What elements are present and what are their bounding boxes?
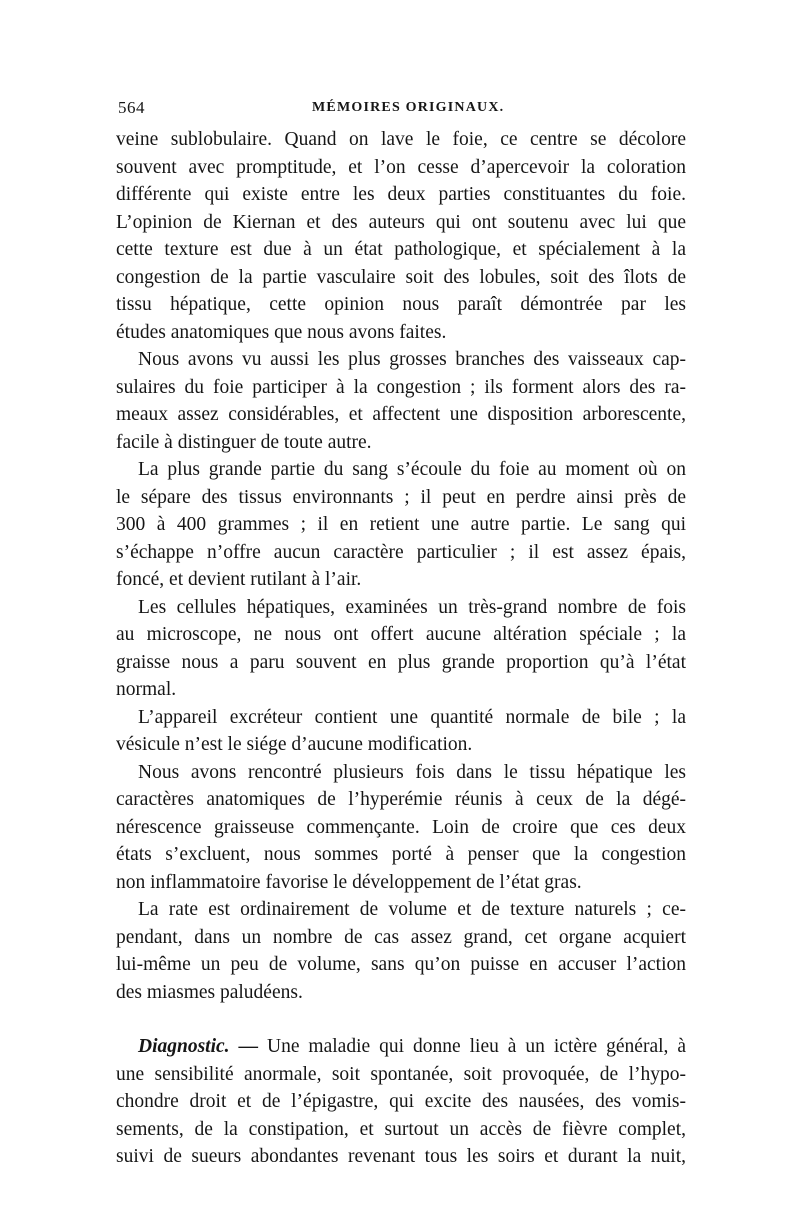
text-line: lui-même un peu de volume, sans qu’on puisse en accuser l’action [116, 954, 686, 975]
text-line: La plus grande partie du sang s’écoule du foie au moment où on [138, 459, 686, 480]
paragraph-excretory-apparatus [116, 704, 686, 759]
text-line: normal. [116, 679, 177, 700]
text-line: Nous avons vu aussi les plus grosses branches des vaisseaux cap- [138, 349, 686, 370]
paragraph-blood [116, 456, 686, 594]
running-title: MÉMOIRES ORIGINAUX. [312, 100, 505, 115]
paragraph-hepatic-texture [116, 126, 686, 346]
text-fragment: Une maladie qui donne lieu à un ictère général, à [266, 1036, 687, 1057]
running-head [118, 98, 684, 122]
text-line: s’échappe n’offre aucun caractère particulier ; il est assez épais, [116, 541, 686, 563]
page-number: 564 [118, 98, 145, 117]
paragraph-hyperemia [116, 759, 686, 897]
paragraph-spleen [116, 896, 686, 1006]
text-line [116, 1033, 686, 1061]
text-line: veine sublobulaire. Quand on lave le foie, ce centre se décolore [116, 129, 686, 150]
body-text [116, 126, 686, 1171]
text-line: cette texture est due à un état pathologique, et spécialement à la [116, 239, 686, 260]
text-line: sements, de la constipation, et surtout un accès de fièvre complet, [116, 1118, 686, 1140]
text-line: une sensibilité anormale, soit spontanée, soit provoquée, de l’hypo- [116, 1063, 686, 1085]
text-line: au microscope, ne nous ont offert aucune altération spéciale ; la [116, 624, 686, 645]
section-spacer [116, 1006, 686, 1033]
text-line: foncé, et devient rutilant à l’air. [116, 569, 362, 590]
text-line: suivi de sueurs abondantes revenant tous les soirs et durant la nuit, [116, 1146, 686, 1167]
text-line: souvent avec promptitude, et l’on cesse d’apercevoir la coloration [116, 156, 686, 178]
text-line: tissu hépatique, cette opinion nous paraît démontrée par les [116, 294, 686, 315]
text-line: L’opinion de Kiernan et des auteurs qui ont soutenu avec lui que [116, 211, 686, 233]
text-line: vésicule n’est le siége d’aucune modification. [116, 734, 473, 755]
text-line: des miasmes paludéens. [116, 981, 303, 1003]
text-line: caractères anatomiques de l’hyperémie réunis à ceux de la dégé- [116, 789, 686, 810]
text-line: sulaires du foie participer à la congestion ; ils forment alors des ra- [116, 376, 686, 398]
text-line: non inflammatoire favorise le développement de l’état gras. [116, 871, 582, 893]
text-line: nérescence graisseuse commençante. Loin de croire que ces deux [116, 816, 686, 838]
section-heading-diagnostic: Diagnostic. [138, 1036, 230, 1057]
text-line: L’appareil excréteur contient une quantité normale de bile ; la [138, 706, 686, 728]
text-line: Les cellules hépatiques, examinées un très-grand nombre de fois [138, 596, 686, 618]
text-line: congestion de la partie vasculaire soit des lobules, soit des îlots de [116, 266, 686, 288]
text-line: études anatomiques que nous avons faites. [116, 321, 447, 343]
text-line: 300 à 400 grammes ; il en retient une autre partie. Le sang qui [116, 514, 686, 535]
text-line: états s’excluent, nous sommes porté à penser que la congestion [116, 844, 686, 865]
text-line: meaux assez considérables, et affectent une disposition arborescente, [116, 404, 686, 425]
text-line: facile à distinguer de toute autre. [116, 431, 372, 453]
paragraph-hepatic-cells [116, 594, 686, 704]
text-line: différente qui existe entre les deux parties constituantes du foie. [116, 184, 686, 205]
text-line: pendant, dans un nombre de cas assez grand, cet organe acquiert [116, 926, 686, 948]
text-line: La rate est ordinairement de volume et de texture naturels ; ce- [138, 899, 686, 920]
section-diagnostic [116, 1033, 686, 1171]
heading-dash: — [229, 1036, 267, 1057]
text-line: le sépare des tissus environnants ; il peut en perdre ainsi près de [116, 486, 686, 508]
paragraph-capsular-vessels [116, 346, 686, 456]
text-line: graisse nous a paru souvent en plus grande proportion qu’à l’état [116, 651, 686, 673]
text-line: Nous avons rencontré plusieurs fois dans le tissu hépatique les [138, 761, 686, 783]
text-line: chondre droit et de l’épigastre, qui excite des nausées, des vomis- [116, 1091, 686, 1112]
